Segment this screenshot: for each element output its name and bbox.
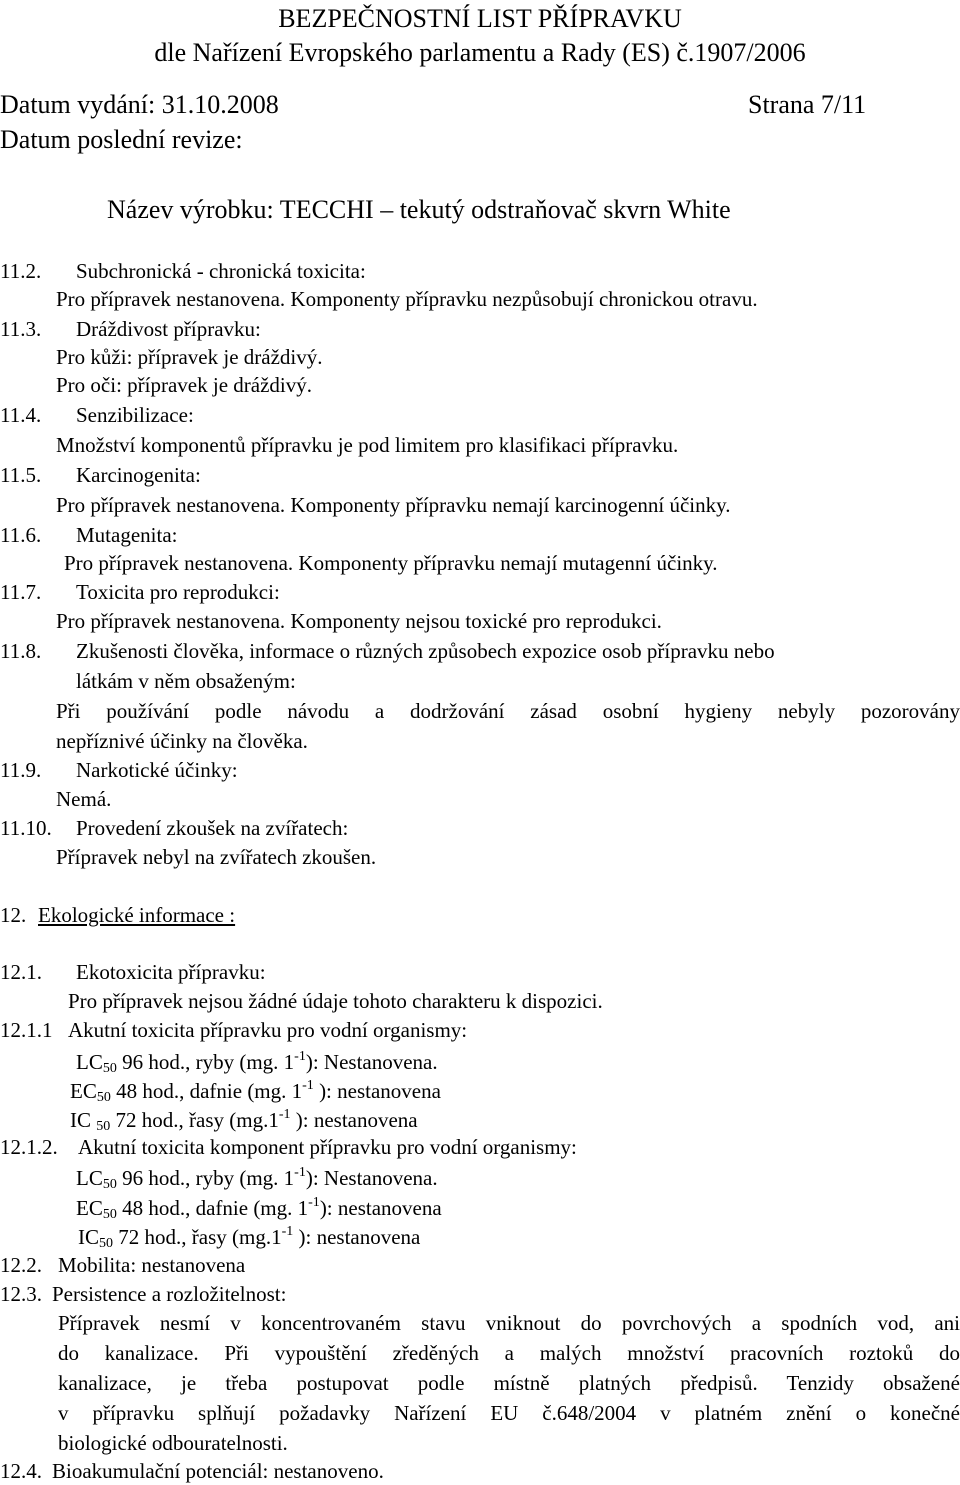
section-heading: Subchronická - chronická toxicita: bbox=[76, 259, 366, 283]
section-number: 11.8. bbox=[0, 639, 42, 663]
section-heading: Akutní toxicita přípravku pro vodní organismy: bbox=[68, 1018, 468, 1042]
section-heading: Zkušenosti člověka, informace o různých způsobech expozice osob přípravku nebo bbox=[76, 639, 775, 663]
section-number: 11.9. bbox=[0, 758, 42, 782]
section-heading: Akutní toxicita komponent přípravku pro vodní organismy: bbox=[78, 1135, 577, 1159]
section-heading: Persistence a rozložitelnost: bbox=[52, 1282, 287, 1306]
section-text: Pro přípravek nestanovena. Komponenty přípravku nemají mutagenní účinky. bbox=[64, 551, 718, 575]
section-number: 11.4. bbox=[0, 403, 42, 427]
toxicity-line: $IC_{50}$ 72 hod., řasy ($mg.1^{-1}$ ): nestanovena bbox=[78, 1224, 421, 1251]
section-number: 11.3. bbox=[0, 317, 42, 341]
section-heading: Ekotoxicita přípravku: bbox=[76, 960, 266, 984]
section-number: 12.1. bbox=[0, 960, 42, 984]
section-number: 12. bbox=[0, 903, 27, 927]
section-heading: Narkotické účinky: bbox=[76, 758, 238, 782]
section-text: Při používání podle návodu a dodržování zásad osobní hygieny nebyly pozorovány bbox=[56, 699, 960, 723]
section-text: Přípravek nebyl na zvířatech zkoušen. bbox=[56, 845, 377, 869]
section-text: Pro přípravek nestanovena. Komponenty přípravku nemají karcinogenní účinky. bbox=[56, 493, 731, 517]
section-text: Pro oči: přípravek je dráždivý. bbox=[56, 373, 312, 397]
section-number: 12.4. bbox=[0, 1459, 42, 1483]
regulation-line: dle Nařízení Evropského parlamentu a Rady (ES) č.1907/2006 bbox=[154, 38, 806, 67]
section-text: v přípravku splňují požadavky Nařízení EU č.648/2004 v platném znění o konečné bbox=[58, 1401, 960, 1425]
section-number: 12.1.1 bbox=[0, 1018, 53, 1042]
section-number: 11.5. bbox=[0, 463, 42, 487]
section-heading: Provedení zkoušek na zvířatech: bbox=[76, 816, 349, 840]
section-number: 11.2. bbox=[0, 259, 42, 283]
section-heading: Karcinogenita: bbox=[76, 463, 201, 487]
section-text: Bioakumulační potenciál: nestanoveno. bbox=[52, 1459, 384, 1483]
section-text: do kanalizace. Při vypouštění zředěných a malých množství pracovních roztoků do bbox=[58, 1341, 960, 1365]
revision-date: Datum poslední revize: bbox=[0, 125, 243, 154]
section-text: Přípravek nesmí v koncentrovaném stavu vniknout do povrchových a spodních vod, ani bbox=[58, 1311, 960, 1335]
section-number: 11.6. bbox=[0, 523, 42, 547]
toxicity-line: $EC_{50}$ 48 hod., dafnie (mg. $1^{-1}$ ): nestanovena bbox=[70, 1078, 441, 1105]
section-text: Pro přípravek nejsou žádné údaje tohoto charakteru k dispozici. bbox=[68, 989, 603, 1013]
section-heading: Senzibilizace: bbox=[76, 403, 194, 427]
page-number: Strana 7/11 bbox=[748, 90, 867, 119]
section-heading: látkám v něm obsaženým: bbox=[76, 669, 296, 693]
section-number: 12.2. bbox=[0, 1253, 42, 1277]
toxicity-line: IC $_{50}$ 72 hod., řasy ($mg.1^{-1}$ ): nestanovena bbox=[70, 1107, 418, 1134]
section-text: Mobilita: nestanovena bbox=[58, 1253, 246, 1277]
section-text: kanalizace, je třeba postupovat podle místně platných předpisů. Tenzidy obsažené bbox=[58, 1371, 960, 1395]
section-heading: Toxicita pro reprodukci: bbox=[76, 580, 280, 604]
section-text: Nemá. bbox=[56, 787, 112, 811]
toxicity-line: $EC_{50}$ 48 hod., dafnie (mg. $1^{-1}$): nestanovena bbox=[76, 1195, 442, 1222]
section-title: Ekologické informace : bbox=[38, 903, 236, 927]
section-text: nepříznivé účinky na člověka. bbox=[56, 729, 308, 753]
section-text: Pro přípravek nestanovena. Komponenty nejsou toxické pro reprodukci. bbox=[56, 609, 662, 633]
section-number: 11.7. bbox=[0, 580, 42, 604]
issue-date: Datum vydání: 31.10.2008 bbox=[0, 90, 279, 119]
section-number: 12.3. bbox=[0, 1282, 42, 1306]
section-heading: Dráždivost přípravku: bbox=[76, 317, 261, 341]
section-heading: Mutagenita: bbox=[76, 523, 178, 547]
section-text: Pro přípravek nestanovena. Komponenty přípravku nezpůsobují chronickou otravu. bbox=[56, 287, 758, 311]
section-text: Pro kůži: přípravek je dráždivý. bbox=[56, 345, 323, 369]
section-number: 12.1.2. bbox=[0, 1135, 58, 1159]
section-number: 11.10. bbox=[0, 816, 52, 840]
product-name: Název výrobku: TECCHI – tekutý odstraňovač skvrn White bbox=[107, 195, 731, 224]
toxicity-line: $LC_{50}$ 96 hod., ryby (mg. $1^{-1}$): Nestanovena. bbox=[76, 1049, 438, 1076]
section-text: Množství komponentů přípravku je pod limitem pro klasifikaci přípravku. bbox=[56, 433, 679, 457]
toxicity-line: $LC_{50}$ 96 hod., ryby (mg. $1^{-1}$): Nestanovena. bbox=[76, 1165, 438, 1192]
section-text: biologické odbouratelnosti. bbox=[58, 1431, 288, 1455]
document-title: BEZPEČNOSTNÍ LIST PŘÍPRAVKU bbox=[278, 4, 682, 33]
